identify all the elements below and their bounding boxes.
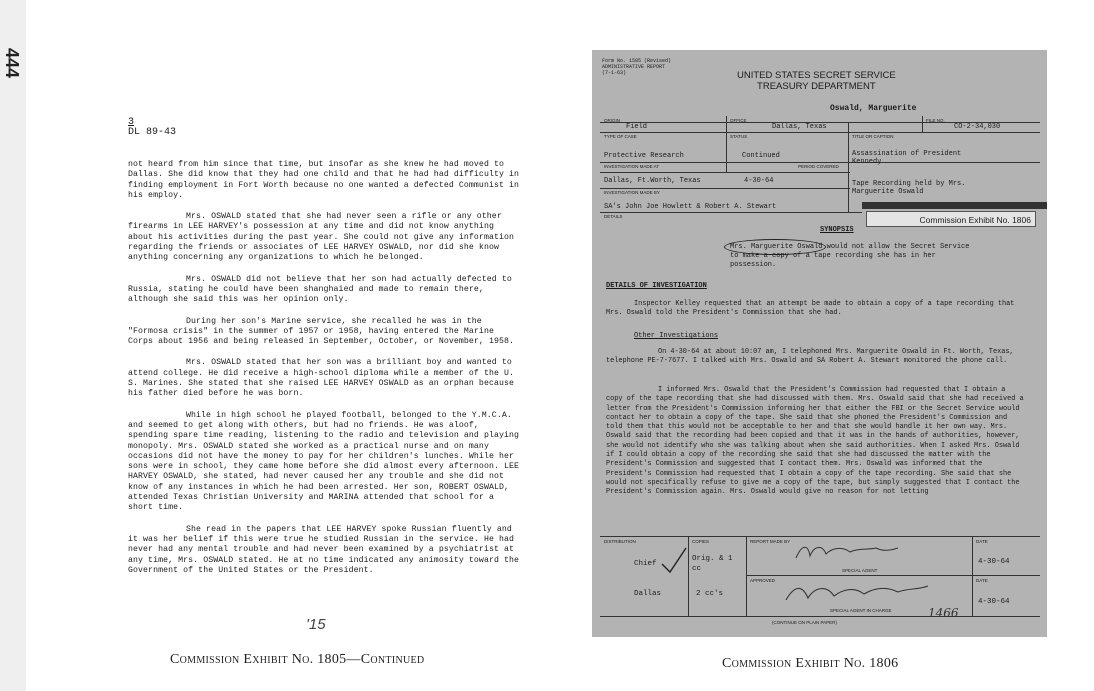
- file-number: DL 89-43: [128, 127, 177, 138]
- investigation-made-at-label: INVESTIGATION MADE AT: [604, 164, 660, 169]
- details-paragraph: I informed Mrs. Oswald that the President's Commission had requested that I obtain a copy of the tape recording that she had discussed with them. Mrs. Oswald said that she had received a letter from the President's Commission informing her that either the FBI or the Secret Service would contact her to obtain a copy of the tape. She said that she phoned the President's Commission and told them that this would not be acceptable to her and that she would handle it her own way. Mrs. Oswald said that the recording had been copied and that it was in the hands of authorities, however, she would not identify who she was talking about when she said authorities. When I asked Mrs. Oswald if I could obtain a copy of the recording she said that she had discussed the matter with the President's Commission and suggested that I contact them. Mrs. Oswald was informed that the President's Commission had requested that I obtain a copy of the tape recording. She said that she would not specifically refuse to give me a copy of the tape, but simply suggested that I contact the President's Commission again. Mrs. Oswald would give no reason for not letting: [606, 386, 1024, 497]
- date-label-2: DATE: [976, 578, 988, 583]
- paragraph: Mrs. OSWALD did not believe that her son had actually defected to Russia, stating he could have been shanghaied and made to remain there, although she said this was her opinion only.: [128, 274, 512, 305]
- agency-header: UNITED STATES SECRET SERVICE TREASURY DEPARTMENT: [737, 70, 896, 92]
- special-agent-in-charge-label: SPECIAL AGENT IN CHARGE: [830, 608, 892, 613]
- file-reference: [128, 118, 520, 138]
- approved-label: APPROVED: [750, 578, 776, 583]
- origin-label: ORIGIN: [604, 118, 621, 123]
- paragraph: not heard from him since that time, but insofar as she knew he had moved to Dallas. She did know that they had one child and that he had had difficulty in finding employment in Fort Worth because no one wanted a defected Communist in his employ.: [128, 160, 520, 200]
- report-date: 4-30-64: [978, 558, 1010, 566]
- left-caption: Commission Exhibit No. 1805—Continued: [170, 652, 425, 667]
- handwritten-number: 1466: [928, 606, 959, 620]
- details-paragraph: On 4-30-64 at about 10:07 am, I telephoned Mrs. Marguerite Oswald in Ft. Worth, Texas, telephone PE-7-7677. I talked with Mrs. Oswald and SA Robert A. Stewart monitored the phone call.: [606, 348, 1014, 366]
- page-edge: [0, 0, 26, 691]
- period-value: 4-30-64: [744, 177, 774, 185]
- title-value: Assassination of President Kennedy: [852, 150, 962, 166]
- type-of-case-label: TYPE OF CASE: [604, 134, 637, 139]
- copies-dallas: 2 cc's: [696, 590, 724, 598]
- exhibit-stamp: Commission Exhibit No. 1806: [866, 211, 1036, 227]
- caption-subtitle: Tape Recording held by Mrs. Marguerite Oswald: [852, 180, 966, 196]
- continue-note: (CONTINUE ON PLAIN PAPER): [772, 620, 837, 625]
- status-value: Continued: [742, 152, 780, 160]
- made-by-value: SA's John Joe Howlett & Robert A. Stewart: [604, 203, 777, 211]
- type-of-case-value: Protective Research: [604, 152, 684, 160]
- page-number: 444: [2, 48, 22, 79]
- distribution-chief: Chief: [634, 560, 657, 568]
- paragraph: She read in the papers that LEE HARVEY spoke Russian fluently and it was her belief if this were true he studied Russian in the service. He had never had any mental trouble and had never been examined by a psychiatrist at any time, Mrs. OSWALD stated. He at no time indicated any animosity toward the Government of the United States or the President.: [128, 524, 520, 575]
- left-page: [128, 118, 520, 587]
- distribution-dallas: Dallas: [634, 590, 662, 598]
- date-label: DATE: [976, 539, 988, 544]
- report-subject: Oswald, Marguerite: [830, 104, 917, 113]
- handwritten-page-mark: '15: [306, 616, 326, 633]
- period-covered-label: PERIOD COVERED: [798, 164, 839, 169]
- status-label: STATUS: [730, 134, 748, 139]
- investigation-made-by-label: INVESTIGATION MADE BY: [604, 190, 660, 195]
- paragraph: While in high school he played football, belonged to the Y.M.C.A. and seemed to get along with others, but had no friends. He was aloof, spending spare time reading, listening to the radio and television and playing monopoly. Mrs. OSWALD stated she worked as a practical nurse and on many occasions did not have the money to pay for her children's lunches. While her sons were in school, they came home before she did almost every afternoon. LEE HARVEY OSWALD, she stated, had never caused her any trouble and she did not know of any instances in which he had been arrested. Her son, ROBERT OSWALD, attended Texas Christian University and MARINA attended that school for a short time.: [128, 410, 520, 513]
- special-agent-label: SPECIAL AGENT: [842, 568, 878, 573]
- file-no-label: FILE NO.: [926, 118, 945, 123]
- agent-signature: [792, 540, 902, 564]
- paragraph: Mrs. OSWALD stated that her son was a brilliant boy and wanted to attend college. He did receive a high-school diploma while a member of the U. S. Marines. She stated that she raised LEE HARVEY OSWALD as an orphan because his father died before he was born.: [128, 358, 515, 399]
- right-caption: Commission Exhibit No. 1806: [722, 656, 899, 671]
- paragraph: Mrs. OSWALD stated that she had never seen a rifle or any other firearms in LEE HARVEY's possession at any time and did not know anything about his activities during the past year. She could not give any information regarding the friends or associates of LEE HARVEY OSWALD, nor did she know anything concerning any organizations to which he belonged.: [128, 212, 515, 263]
- paragraph: During her son's Marine service, she recalled he was in the "Formosa crisis" in the summer of 1957 or 1958, having entered the Marine Corps about 1956 and being released in September, October, or November, 1958.: [128, 316, 515, 347]
- approved-date: 4-30-64: [978, 598, 1010, 606]
- synopsis-heading: SYNOPSIS: [820, 226, 854, 234]
- synopsis-text: Mrs. Marguerite Oswald would not allow the Secret Service to make a copy of a tape recording she has in her possession.: [730, 243, 970, 269]
- copies-label: COPIES: [692, 539, 710, 544]
- other-investigations-heading: Other Investigations: [634, 332, 719, 340]
- secret-service-report: [592, 50, 1047, 637]
- page-ref-number: 3: [128, 117, 135, 128]
- stamp-bar: [862, 202, 1047, 209]
- approver-signature: [782, 580, 932, 606]
- details-heading: DETAILS OF INVESTIGATION: [606, 282, 707, 290]
- file-no-value: CO-2-34,030: [954, 123, 1001, 131]
- distribution-label: DISTRIBUTION: [604, 539, 636, 544]
- office-label: OFFICE: [730, 118, 747, 123]
- office-value: Dallas, Texas: [772, 123, 827, 131]
- title-label: TITLE OR CAPTION: [852, 134, 894, 139]
- details-paragraph: Inspector Kelley requested that an attempt be made to obtain a copy of a tape recording that Mrs. Oswald told the President's Commission that she had.: [606, 300, 1015, 318]
- report-made-by-label: REPORT MADE BY: [750, 539, 791, 544]
- details-label: DETAILS: [604, 214, 623, 219]
- form-number: Form No. 1585 (Revised) ADMINISTRATIVE REPORT (7-1-63): [602, 58, 672, 76]
- copies-chief: Orig. & 1 cc: [692, 555, 733, 573]
- origin-value: Field: [626, 123, 648, 131]
- made-at-value: Dallas, Ft.Worth, Texas: [604, 177, 701, 185]
- checkmark-icon: [660, 546, 688, 576]
